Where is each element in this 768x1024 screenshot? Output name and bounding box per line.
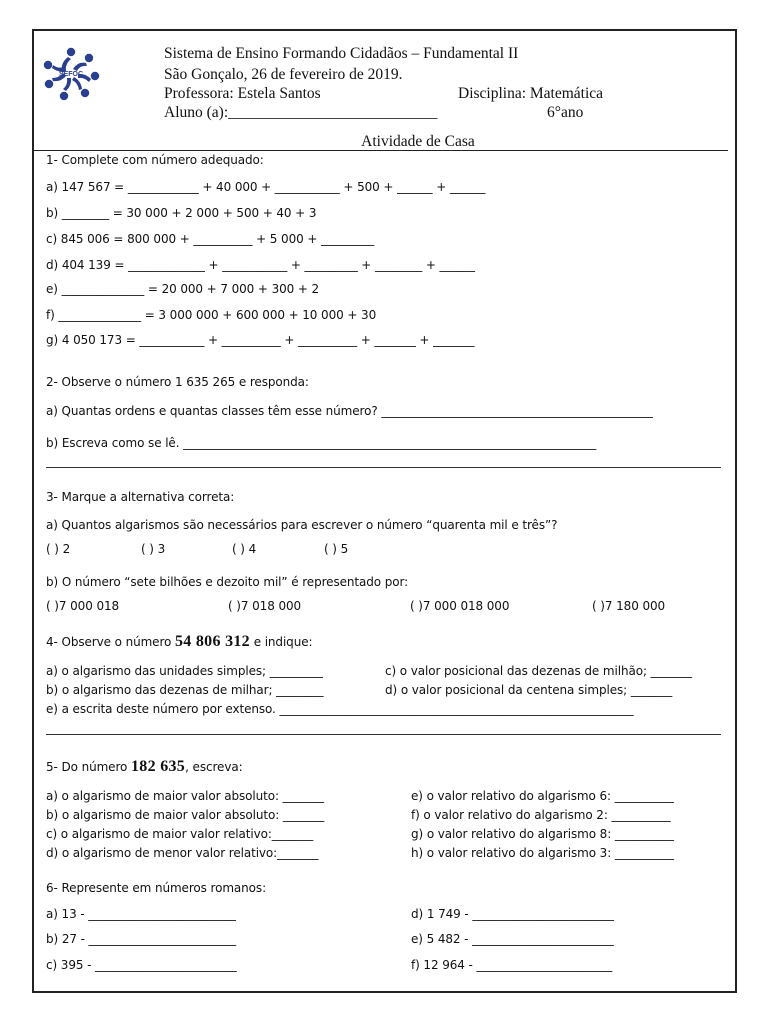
q1-item-a[interactable]: a) 147 567 = ____________ + 40 000 + ___________ + 500 + ______ + ______	[46, 180, 486, 194]
q6-item-d[interactable]: d) 1 749 - ________________________	[411, 907, 614, 921]
q6-item-e[interactable]: e) 5 482 - ________________________	[411, 932, 614, 946]
q6-title: 6- Represente em números romanos:	[46, 881, 267, 895]
q3-item-b: b) O número “sete bilhões e dezoito mil” é representado por:	[46, 575, 409, 589]
q4-item-b[interactable]: b) o algarismo das dezenas de milhar; ________	[46, 683, 324, 697]
q3-b-option-1[interactable]: ( )7 000 018	[46, 599, 120, 613]
date-line: São Gonçalo, 26 de fevereiro de 2019.	[164, 66, 403, 83]
q5-item-g[interactable]: g) o valor relativo do algarismo 8: __________	[411, 827, 674, 841]
q2-answer-line[interactable]	[46, 467, 721, 468]
q4-title	[46, 634, 312, 650]
header-divider	[33, 150, 728, 151]
q5-item-d[interactable]: d) o algarismo de menor valor relativo:_______	[46, 846, 319, 860]
q6-item-f[interactable]: f) 12 964 - _______________________	[411, 958, 613, 972]
q6-item-c[interactable]: c) 395 - ________________________	[46, 958, 237, 972]
q3-b-option-4[interactable]: ( )7 180 000	[592, 599, 666, 613]
activity-title: Atividade de Casa	[361, 133, 475, 150]
q1-item-b[interactable]: b) ________ = 30 000 + 2 000 + 500 + 40 + 3	[46, 206, 317, 220]
q3-b-option-2[interactable]: ( )7 018 000	[228, 599, 302, 613]
q4-number: 54 806 312	[174, 633, 250, 650]
q6-item-b[interactable]: b) 27 - _________________________	[46, 932, 237, 946]
q5-item-f[interactable]: f) o valor relativo do algarismo 2: __________	[411, 808, 671, 822]
sefoc-logo	[40, 43, 102, 103]
q1-item-e[interactable]: e) ______________ = 20 000 + 7 000 + 300 + 2	[46, 282, 320, 296]
q3-a-option-4[interactable]: ( ) 5	[324, 542, 349, 556]
q5-item-a[interactable]: a) o algarismo de maior valor absoluto: _______	[46, 789, 324, 803]
q3-title: 3- Marque a alternativa correta:	[46, 490, 235, 504]
q1-title: 1- Complete com número adequado:	[46, 153, 264, 167]
q5-title	[46, 759, 243, 775]
q2-item-a[interactable]: a) Quantas ordens e quantas classes têm esse número? ______________________________________________	[46, 404, 653, 418]
q5-number: 182 635	[131, 758, 186, 775]
q3-a-option-2[interactable]: ( ) 3	[141, 542, 166, 556]
grade-label: 6°ano	[547, 104, 584, 121]
q4-title-prefix: 4- Observe o número	[46, 635, 175, 649]
q5-item-e[interactable]: e) o valor relativo do algarismo 6: __________	[411, 789, 674, 803]
q2-title: 2- Observe o número 1 635 265 e responda:	[46, 375, 309, 389]
teacher-name: Professora: Estela Santos	[164, 85, 321, 102]
q4-title-suffix: e indique:	[249, 635, 313, 649]
q1-item-f[interactable]: f) ______________ = 3 000 000 + 600 000 + 10 000 + 30	[46, 308, 377, 322]
q6-item-a[interactable]: a) 13 - _________________________	[46, 907, 236, 921]
q4-item-a[interactable]: a) o algarismo das unidades simples; _________	[46, 664, 323, 678]
q4-item-d[interactable]: d) o valor posicional da centena simples; _______	[385, 683, 673, 697]
q5-item-h[interactable]: h) o valor relativo do algarismo 3: __________	[411, 846, 674, 860]
q3-b-option-3[interactable]: ( )7 000 018 000	[410, 599, 510, 613]
q1-item-g[interactable]: g) 4 050 173 = ___________ + __________ + __________ + _______ + _______	[46, 333, 475, 347]
q3-item-a: a) Quantos algarismos são necessários para escrever o número “quarenta mil e três”?	[46, 518, 558, 532]
student-field[interactable]: Aluno (a):___________________________	[164, 104, 438, 121]
subject-name: Disciplina: Matemática	[458, 85, 604, 102]
q5-title-prefix: 5- Do número	[46, 760, 131, 774]
q3-a-option-3[interactable]: ( ) 4	[232, 542, 257, 556]
logo-text: SEFOC	[58, 71, 84, 78]
q2-item-b[interactable]: b) Escreva como se lê. ______________________________________________________________________	[46, 436, 597, 450]
q4-item-c[interactable]: c) o valor posicional das dezenas de milhão; _______	[385, 664, 692, 678]
q5-item-b[interactable]: b) o algarismo de maior valor absoluto: _______	[46, 808, 325, 822]
q3-a-option-1[interactable]: ( ) 2	[46, 542, 71, 556]
q1-item-d[interactable]: d) 404 139 = _____________ + ___________ + _________ + ________ + ______	[46, 258, 475, 272]
q4-item-e[interactable]: e) a escrita deste número por extenso. ____________________________________________________________	[46, 702, 634, 716]
q5-title-suffix: , escreva:	[185, 760, 243, 774]
q1-item-c[interactable]: c) 845 006 = 800 000 + __________ + 5 000 + _________	[46, 232, 375, 246]
school-name: Sistema de Ensino Formando Cidadãos – Fundamental II	[164, 45, 519, 62]
q4-answer-line[interactable]	[46, 734, 721, 735]
q5-item-c[interactable]: c) o algarismo de maior valor relativo:_______	[46, 827, 314, 841]
